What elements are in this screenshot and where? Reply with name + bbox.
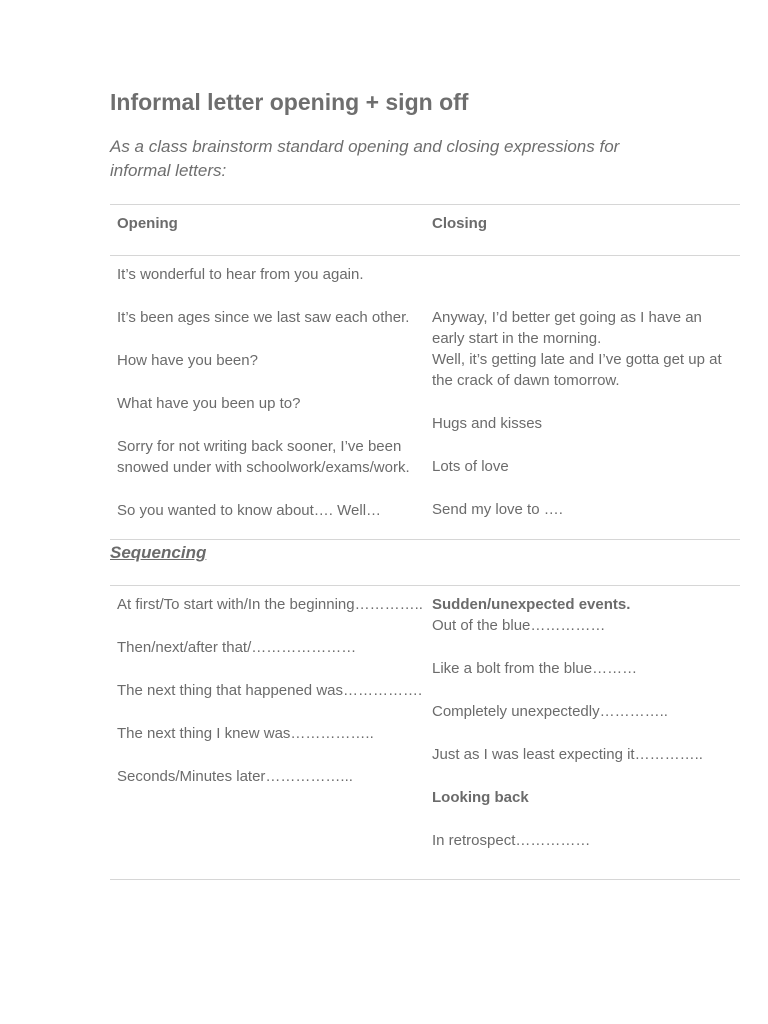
sequencing-phrase: The next thing I knew was……………..	[117, 725, 374, 742]
closing-phrase: Anyway, I’d better get going as I have an early start in the morning.	[432, 309, 702, 347]
closing-column	[432, 264, 740, 521]
opening-phrase: It’s wonderful to hear from you again.	[117, 266, 364, 283]
closing-phrase: Lots of love	[432, 458, 509, 475]
sudden-phrase: Completely unexpectedly…………..	[432, 703, 668, 720]
sequencing-body-row	[110, 586, 740, 879]
opening-phrase: Sorry for not writing back sooner, I’ve been snowed under with schoolwork/exams/work.	[117, 438, 410, 476]
opening-phrase: It’s been ages since we last saw each other.	[117, 309, 410, 326]
closing-phrase: Well, it’s getting late and I’ve gotta get up at the crack of dawn tomorrow.	[432, 351, 722, 389]
looking-back-phrase: In retrospect……………	[432, 832, 591, 849]
sequencing-right-column	[432, 594, 740, 851]
looking-back-header: Looking back	[432, 789, 529, 806]
sequencing-phrase: Then/next/after that/…………………	[117, 639, 357, 656]
sudden-phrase: Like a bolt from the blue………	[432, 660, 638, 677]
section-title-sequencing: Sequencing	[110, 543, 207, 562]
table-body-row	[110, 256, 740, 539]
opening-phrase: What have you been up to?	[117, 395, 301, 412]
table-header-row	[110, 205, 740, 255]
closing-header: Closing	[432, 215, 487, 232]
sequencing-left-column	[110, 594, 432, 851]
sequencing-phrase: The next thing that happened was…………….	[117, 682, 423, 699]
sequencing-heading-row	[110, 540, 740, 585]
opening-header: Opening	[117, 215, 178, 232]
closing-phrase: Send my love to ….	[432, 501, 563, 518]
closing-phrase: Hugs and kisses	[432, 415, 543, 432]
intro-text: As a class brainstorm standard opening and closing expressions for informal letters:	[110, 137, 620, 180]
sudden-phrase: Just as I was least expecting it…………..	[432, 746, 703, 763]
document-page	[110, 88, 740, 880]
sudden-phrase: Out of the blue……………	[432, 617, 606, 634]
sequencing-phrase: Seconds/Minutes later……………...	[117, 768, 353, 785]
sequencing-bottom-rule	[110, 879, 740, 880]
sudden-events-header: Sudden/unexpected events.	[432, 596, 631, 613]
opening-column	[110, 264, 432, 521]
opening-phrase: How have you been?	[117, 352, 258, 369]
page-title: Informal letter opening + sign off	[110, 89, 469, 115]
opening-phrase: So you wanted to know about…. Well…	[117, 502, 382, 519]
sequencing-phrase: At first/To start with/In the beginning…………..	[117, 596, 423, 613]
